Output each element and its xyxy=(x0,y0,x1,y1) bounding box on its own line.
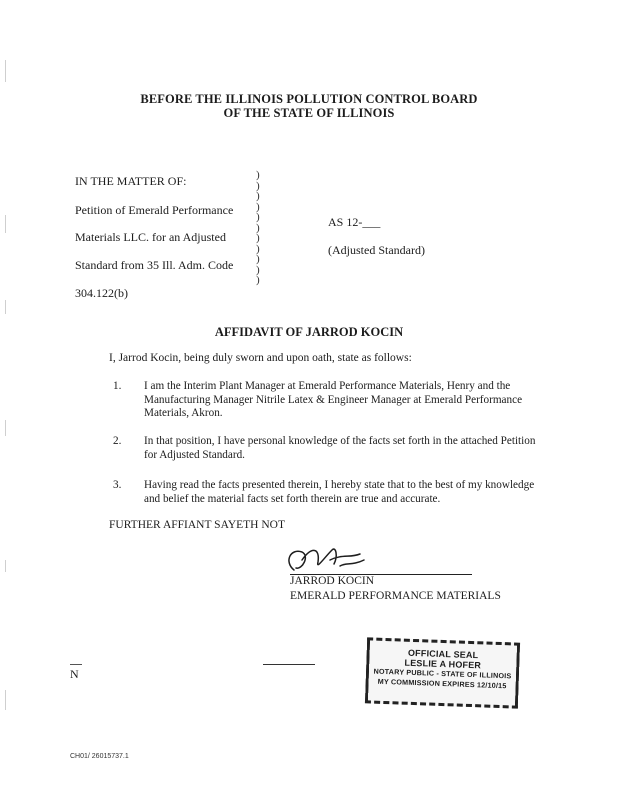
seal-line-4: MY COMMISSION EXPIRES 12/10/15 xyxy=(377,676,507,691)
signer-company: EMERALD PERFORMANCE MATERIALS xyxy=(290,590,501,602)
signer-name: JARROD KOCIN xyxy=(290,575,375,587)
notary-signature-line xyxy=(263,664,315,665)
caption-line-matter: IN THE MATTER OF: xyxy=(75,174,187,188)
seal-line-3: NOTARY PUBLIC - STATE OF ILLINOIS xyxy=(373,666,512,681)
caption-line-standard: Standard from 35 Ill. Adm. Code xyxy=(75,258,234,272)
paragraph-number: 3. xyxy=(113,479,122,491)
paragraph-text: In that position, I have personal knowledge of the facts set forth in the attached Petition for Adjusted Standard. xyxy=(144,435,536,461)
seal-line-2: LESLIE A HOFER xyxy=(404,657,482,671)
notary-short-rule xyxy=(70,664,82,665)
board-title-line1: BEFORE THE ILLINOIS POLLUTION CONTROL BOARD xyxy=(140,92,478,106)
caption-parentheses: ) ) ) ) ) ) ) ) ) ) ) xyxy=(256,169,260,286)
paragraph-text: Having read the facts presented therein, I hereby state that to the best of my knowledge and belief the material facts set forth therein are true and accurate. xyxy=(144,479,535,505)
affidavit-title: AFFIDAVIT OF JARROD KOCIN xyxy=(214,325,404,339)
caption-line-code: 304.122(b) xyxy=(75,286,128,300)
seal-line-1: OFFICIAL SEAL xyxy=(407,647,479,661)
affidavit-intro: I, Jarrod Kocin, being duly sworn and upon oath, state as follows: xyxy=(109,352,412,364)
scan-edge-mark xyxy=(5,300,6,314)
caption-line-materials: Materials LLC. for an Adjusted xyxy=(75,230,226,244)
paragraph-number: 2. xyxy=(113,435,122,447)
case-type: (Adjusted Standard) xyxy=(328,243,425,257)
scan-edge-mark xyxy=(5,215,6,233)
caption-line-petition: Petition of Emerald Performance xyxy=(75,203,234,217)
paragraph-number: 1. xyxy=(113,380,122,392)
affidavit-closing: FURTHER AFFIANT SAYETH NOT xyxy=(109,519,285,531)
board-title-line2: OF THE STATE OF ILLINOIS xyxy=(223,106,395,120)
scan-edge-mark xyxy=(5,690,6,710)
document-id: CH01/ 26015737.1 xyxy=(70,753,129,760)
scan-edge-mark xyxy=(5,420,6,436)
notary-seal xyxy=(365,637,520,708)
signature-scribble xyxy=(280,540,370,578)
scan-edge-mark xyxy=(5,60,6,82)
notary-mark: N xyxy=(70,667,79,681)
case-number: AS 12-___ xyxy=(328,215,381,229)
paragraph-text: I am the Interim Plant Manager at Emerald Performance Materials, Henry and the Manufacturing Manager Nitrile Latex & Engineer Manager at Emerald Performance Materials, Akron. xyxy=(144,380,523,420)
scan-edge-mark xyxy=(5,560,6,572)
